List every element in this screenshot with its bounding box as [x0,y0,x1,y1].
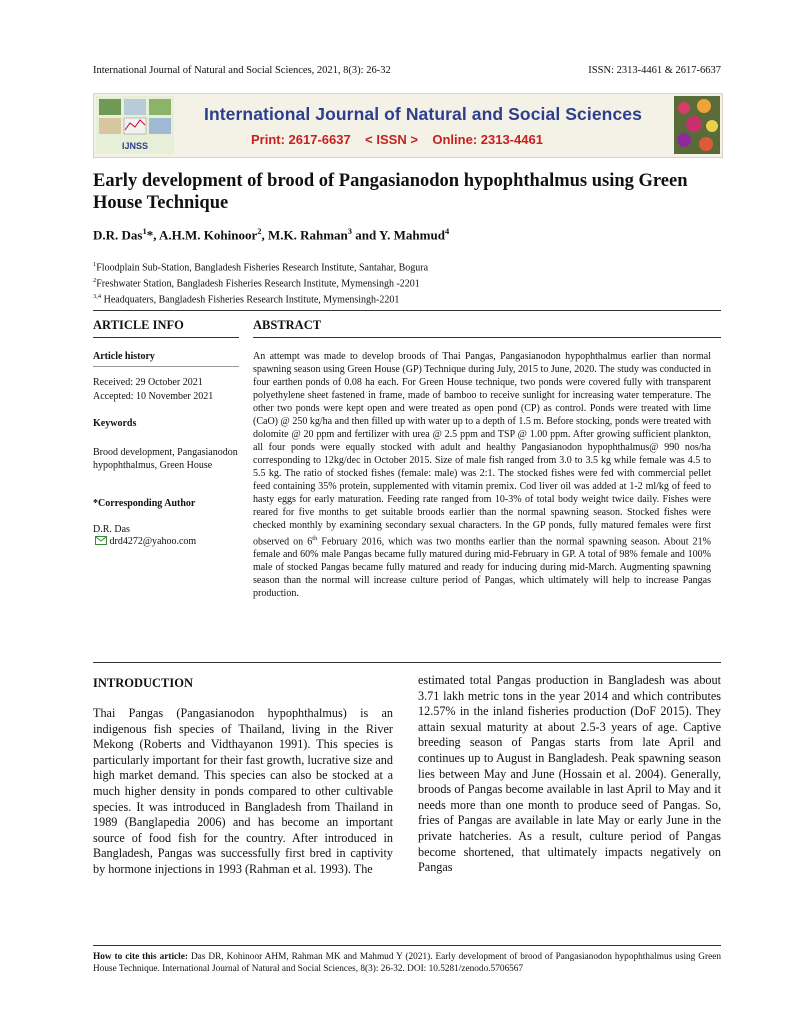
journal-logo [96,96,174,154]
author-list: D.R. Das$^1$*, A.H.M. Kohinoor$^2$, M.K. Rahman$^3$ and Y. Mahmud$^4$ [93,226,450,243]
article-info-heading: ARTICLE INFO [93,318,184,332]
running-header-issn: ISSN: 2313-4461 & 2617-6637 [588,65,721,76]
author-name: Y. Mahmud [378,227,445,243]
journal-banner [93,93,723,158]
divider [93,662,721,663]
author-name: A.H.M. Kohinoor [159,227,258,243]
article-title: Early development of brood of Pangasianodon hypophthalmus using Green House Technique [93,171,688,213]
keywords-label: Keywords [93,418,137,429]
divider [253,337,721,338]
affiliation-line: $^1$Floodplain Sub-Station, Bangladesh Fisheries Research Institute, Santahar, Bogura [93,261,429,274]
article-history-label: Article history [93,351,155,362]
svg-text:IJNSS: IJNSS [121,141,149,151]
banner-flower-image [674,96,720,154]
author-name: M.K. Rahman [267,227,348,243]
received-date: Received: 29 October 2021 [93,377,203,388]
intro-column-left: Thai Pangas (Pangasianodon hypophthalmus) is an indigenous fish species of Thailand, living in the River Mekong (Roberts and Vidthayanon 1991). This species is particularly important for their fast growth, lucrative size and high market demand. This species can also be stocked at a much higher density in ponds compared to other cultivable species. It was introduced in Bangladesh from Thailand in 1989 (Banglapedia 2006) and has become an important source of food fish for the country. After introduced in Bangladesh, Pangas was successfully first bred in captivity by hormone injections in 1993 (Rahman et al. 1993). The [93,706,393,876]
email-icon [95,536,107,545]
banner-journal-name: International Journal of Natural and Social Sciences [204,104,642,124]
divider [93,366,239,367]
author-name: D.R. Das [93,227,143,243]
banner-issn-line: Print: 2617-6637 < ISSN > Online: 2313-4461 [251,132,543,147]
how-to-cite: How to cite this article: Das DR, Kohinoor AHM, Rahman MK and Mahmud Y (2021). Early development of brood of Pangasianodon hypophthalmus using Green House Technique. International Journal of Natural and Social Sciences, 8(3): 26-32. DOI: 10.5281/zenodo.5706567 [93,952,721,974]
abstract-heading: ABSTRACT [253,318,322,332]
corresponding-author-label: *Corresponding Author [93,498,196,509]
affiliation-line: $^{3,4}$ Headquaters, Bangladesh Fisheries Research Institute, Mymensingh-2201 [93,292,400,305]
divider [93,310,721,311]
running-header-journal: International Journal of Natural and Social Sciences, 2021, 8(3): 26-32 [93,65,391,76]
intro-column-right: estimated total Pangas production in Bangladesh was about 3.71 lakh metric tons in the year 2014 and which contributes 12.57% in the inland fisheries production (DoF 2015). They attain sexual maturity at about 2.5-3 years of age. Captive breeding season of Pangas starts from late April and continues up to August in Bangladesh. Peak spawning season lies between May and June (Hossain et al. 2004). Generally, broods of Pangas become available in last April to May and it needs more than one month to produce seed of Pangas. So, fries of Pangas are available in late May or early June in the private hatcheries. As a result, culture period of Pangas become shortened, that ultimately impacts negatively on Pangas [418,673,721,875]
affiliation-line: $^2$Freshwater Station, Bangladesh Fisheries Research Institute, Mymensingh -2201 [93,276,420,290]
affiliations [93,259,428,306]
corresponding-author-name: D.R. Das [93,524,130,535]
abstract-text: An attempt was made to develop broods of Thai Pangas, Pangasianodon hypophthalmus earlier than normal spawning season using Green House (GP) Technique during July, 2015 to June, 2020. The study was conducted in four earthen ponds of 0.08 ha each. For Green House technique, two ponds were covered fully with transparent polyethylene sheet fastened in frame, made of bamboo to receive sunlight for increasing water temperature. The other two ponds were kept open and were treated as open pond (CP) as control. Ponds were treated with lime (CaO) @ 250 kg/ha and then filled up with water up to a depth of 1.5 m. Before stocking, ponds were treated with dolomite @ 20 ppm and fertilizer with urea @ 2.5 ppm and TSP @ 1.00 ppm. After growing sufficient plankton, all four ponds were equally stocked with adult and healthy Pangasianodon hypophthalmus@ 990 nos/ha corresponding to 12kg/dec in October 2015. Size of male fish ranged from 3.0 to 3.5 kg while female was 4.5 to 5.5 kg. The ratio of stocked fishes (female: male) was 2:1. The stocked fishes were fed with commercial pellet feed containing 35% protein, supplemented with vitamin premix. Cod liver oil was added at 1-2 ml/kg of feed to hasty eggs for early maturation. Feeding rate ranged from 10-3% of total body weight twice daily. Fishes were reared for five months to get suitable broods earlier than the normal spawning season. Stocked fishes were checked monthly by examining secondary sexual characters. In the GP ponds, fully matured females were first observed on 6th February 2016, which was two months earlier than the normal spawning season. About 21% female and 60% male Pangas became fully matured during mid-February in GP. A total of 98% female and 100% male of stocked Pangas became fully matured and ready for inducing during mid-March. Augmenting spawning season than the normal will increase culture period of Pangas, which ultimately will help to increase Pangas production. [253,351,711,600]
corresponding-author-email[interactable]: drd4272@yahoo.com [95,535,245,548]
introduction-heading: INTRODUCTION [93,676,194,690]
divider [93,337,239,338]
accepted-date: Accepted: 10 November 2021 [93,391,214,402]
keywords-list: Brood development, Pangasianodon hypophthalmus, Green House [93,447,238,471]
divider [93,945,721,946]
